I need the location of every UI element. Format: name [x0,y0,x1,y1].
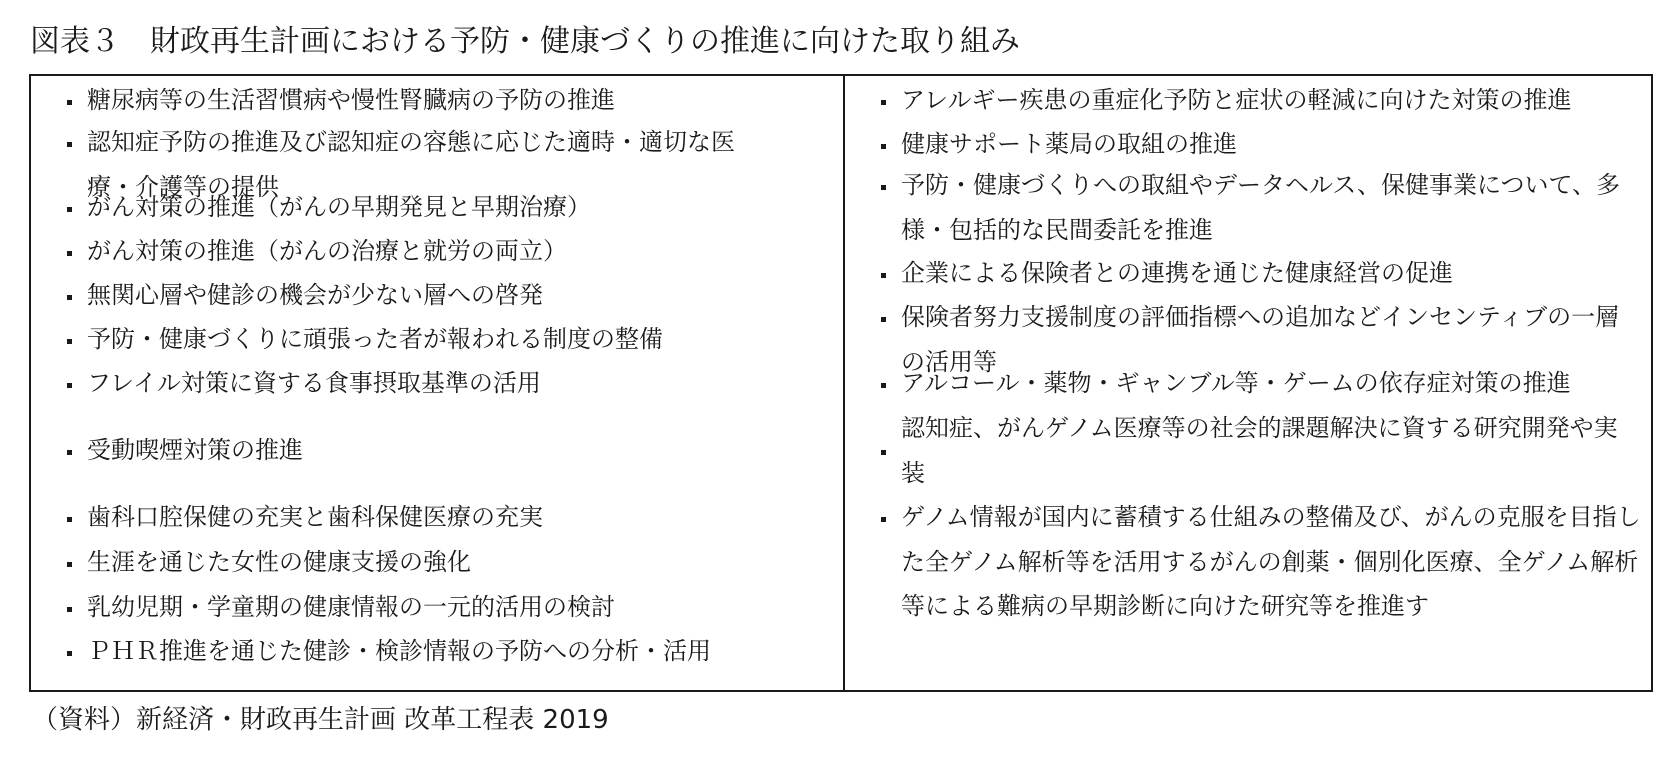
bullet-icon [67,383,72,388]
list-item-text: 認知症、がんゲノム医療等の社会的課題解決に資する研究開発や実装 [901,414,1618,487]
list-item-text: 予防・健康づくりに頑張った者が報われる制度の整備 [87,325,663,353]
list-item-text: 生涯を通じた女性の健康支援の強化 [87,548,471,576]
bullet-icon [67,651,72,656]
bullet-icon [881,185,886,190]
list-item-text: 無関心層や健診の機会が少ない層への啓発 [87,281,543,309]
list-item-text: ＰＨＲ推進を通じた健診・検診情報の予防への分析・活用 [87,637,711,665]
list-item [31,495,843,540]
list-item [31,185,843,230]
list-item [31,361,843,406]
list-item-text: 保険者努力支援制度の評価指標への追加などインセンティブの一層の活用等 [901,303,1620,376]
initiatives-table [29,74,1653,692]
bullet-icon [881,450,886,455]
list-item [31,229,843,274]
list-item [845,406,1651,495]
bullet-icon [881,100,886,105]
list-item [31,540,843,585]
list-item [31,317,843,362]
list-item [845,78,1651,123]
bullet-icon [881,517,886,522]
bullet-icon [881,383,886,388]
list-item-text: ゲノム情報が国内に蓄積する仕組みの整備及び、がんの克服を目指した全ゲノム解析等を活用するがんの創薬・個別化医療、全ゲノム解析等による難病の早期診断に向けた研究等を推進す [901,503,1641,621]
list-item [845,163,1651,252]
bullet-icon [67,142,72,147]
right-column [845,76,1651,690]
bullet-icon [67,517,72,522]
list-item [31,78,843,123]
list-item [31,273,843,318]
list-item-text: フレイル対策に資する食事摂取基準の活用 [87,369,541,397]
bullet-icon [67,562,72,567]
list-item-text: がん対策の推進（がんの治療と就労の両立） [87,237,567,265]
bullet-icon [67,207,72,212]
bullet-icon [881,144,886,149]
list-item [845,122,1651,167]
list-item-text: アレルギー疾患の重症化予防と症状の軽減に向けた対策の推進 [901,86,1572,114]
list-item [31,629,843,674]
list-item-text: 企業による保険者との連携を通じた健康経営の促進 [901,259,1453,287]
bullet-icon [67,607,72,612]
list-item-text: 予防・健康づくりへの取組やデータヘルス、保健事業について、多様・包括的な民間委託を推進 [901,171,1621,244]
list-item-text: がん対策の推進（がんの早期発見と早期治療） [87,193,591,221]
list-item [845,361,1651,406]
list-item-text: アルコール・薬物・ギャンブル等・ゲームの依存症対策の推進 [901,369,1571,397]
list-item-text: 乳幼児期・学童期の健康情報の一元的活用の検討 [87,593,615,621]
bullet-icon [881,273,886,278]
bullet-icon [67,339,72,344]
list-item [31,585,843,630]
list-item [31,428,843,473]
bullet-icon [67,251,72,256]
bullet-icon [67,100,72,105]
list-item [845,495,1651,629]
bullet-icon [67,295,72,300]
source-note: （資料）新経済・財政再生計画 改革工程表 2019 [32,705,609,735]
bullet-icon [881,317,886,322]
list-item [845,251,1651,296]
list-item-text: 歯科口腔保健の充実と歯科保健医療の充実 [87,503,543,531]
figure-title: 図表３ 財政再生計画における予防・健康づくりの推進に向けた取り組み [30,24,1020,59]
left-column [31,76,845,690]
list-item-text: 認知症予防の推進及び認知症の容態に応じた適時・適切な医療・介護等の提供 [87,128,735,201]
list-item-text: 健康サポート薬局の取組の推進 [901,130,1237,158]
list-item-text: 糖尿病等の生活習慣病や慢性腎臓病の予防の推進 [87,86,615,114]
bullet-icon [67,450,72,455]
list-item-text: 受動喫煙対策の推進 [87,436,303,464]
